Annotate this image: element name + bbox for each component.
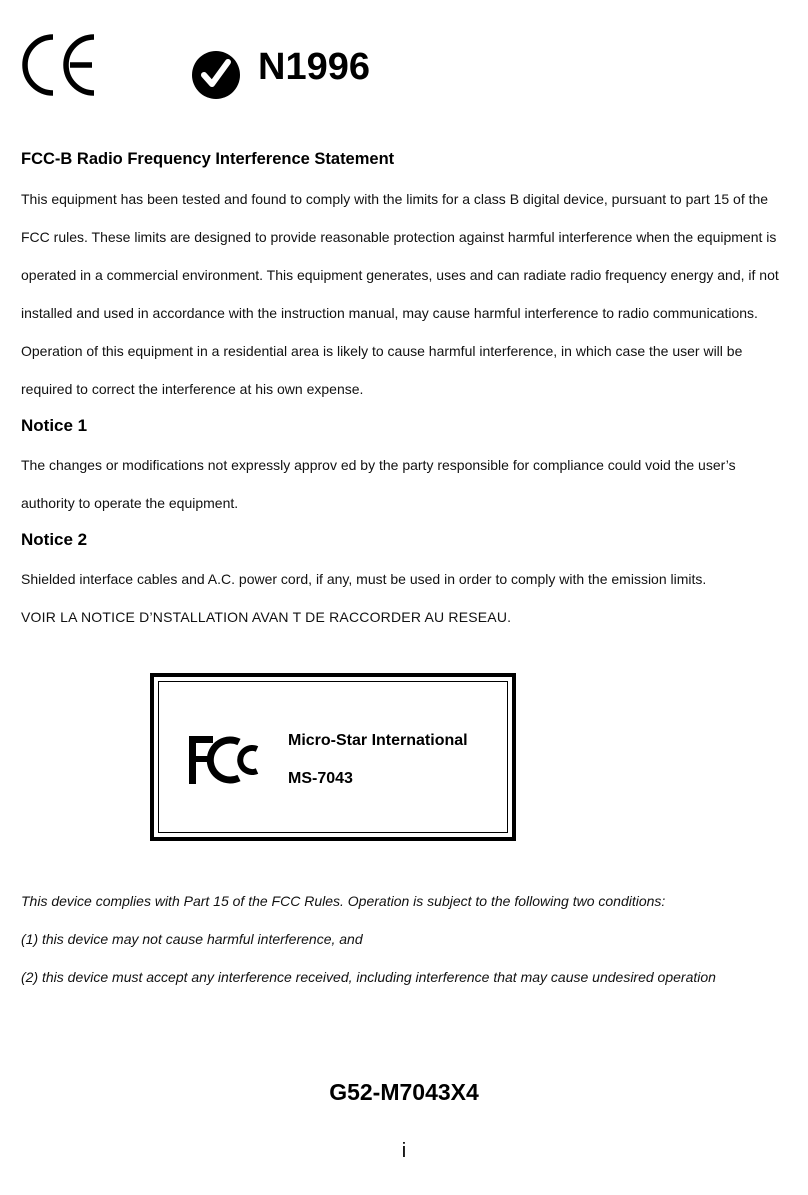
fcc-logo-icon <box>187 732 265 788</box>
page-number: i <box>401 1140 407 1162</box>
notice-1-paragraph: The changes or modifications not expressly approv ed by the party responsible for compliance could void the user’s authority to operate the equipment. <box>21 457 736 511</box>
compliance-line-1: This device complies with Part 15 of the FCC Rules. Operation is subject to the following two conditions: <box>21 893 666 909</box>
fcc-label-model: MS-7043 <box>288 770 353 787</box>
fcc-label-box <box>150 673 516 841</box>
compliance-line-3: (2) this device must accept any interference received, including interference that may cause undesired operation <box>21 969 716 985</box>
notice-2-paragraph: Shielded interface cables and A.C. power cord, if any, must be used in order to comply with the emission limits. <box>21 571 707 587</box>
fcc-label-company: Micro-Star International <box>288 732 468 749</box>
certification-logos <box>20 30 400 102</box>
ce-mark-icon <box>20 30 98 100</box>
notice-2-heading: Notice 2 <box>21 530 88 549</box>
approval-number: N1996 <box>258 46 370 88</box>
compliance-line-2: (1) this device may not cause harmful interference, and <box>21 931 363 947</box>
french-installation-notice: VOIR LA NOTICE D’NSTALLATION AVAN T DE RACCORDER AU RESEAU. <box>21 609 512 625</box>
c-tick-mark-icon <box>191 50 241 100</box>
fcc-statement-paragraph: This equipment has been tested and found to comply with the limits for a class B digital device, pursuant to part 15 of the FCC rules. These limits are designed to provide reasonable protection against harmful interference when the equipment is operated in a commercial environment. This equipment generates, uses and can radiate radio frequency energy and, if not installed and used in accordance with the instruction manual, may cause harmful interference to radio communications. Operation of this equipment in a residential area is likely to cause harmful interference, in which case the user will be required to correct the interference at his own expense. <box>21 191 779 397</box>
fcc-statement-heading: FCC-B Radio Frequency Interference Statement <box>21 150 395 168</box>
notice-1-heading: Notice 1 <box>21 416 88 435</box>
document-code: G52-M7043X4 <box>329 1079 479 1105</box>
